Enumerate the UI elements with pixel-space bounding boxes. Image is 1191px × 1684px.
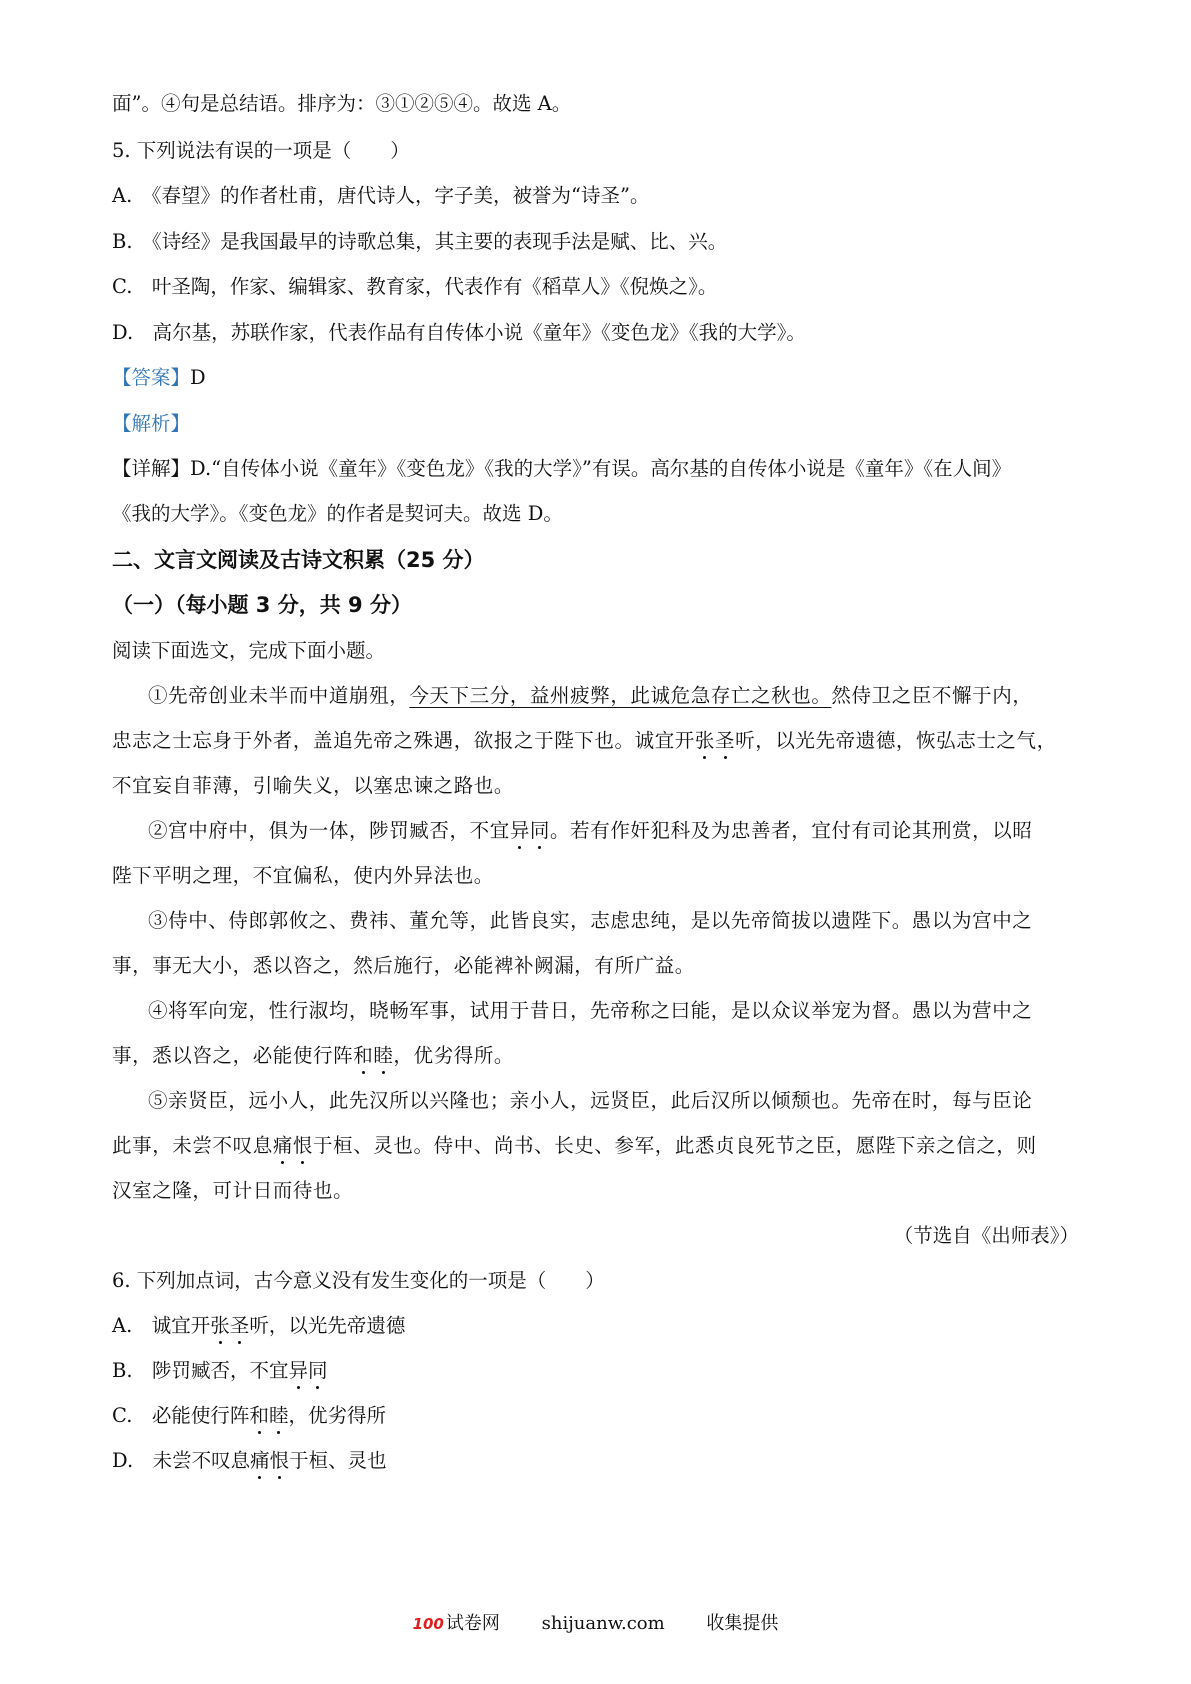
question-5-option-c: C. 叶圣陶，作家、编辑家、教育家，代表作有《稻草人》《倪焕之》。: [112, 275, 718, 298]
passage-p2-line1: ②宫中府中，俱为一体，陟罚臧否，不宜异同。若有作奸犯科及为忠善者，宜付有司论其刑赏，以昭: [148, 816, 1032, 846]
question-6-option-c: C. 必能使行阵和睦，优劣得所: [112, 1401, 386, 1431]
dotted-char: 和: [353, 1041, 373, 1071]
dotted-char: 睦: [269, 1401, 289, 1431]
section-2-subtitle: （一）（每小题 3 分，共 9 分）: [112, 593, 412, 617]
answer-line: [112, 363, 206, 393]
question-6-stem: 6. 下列加点词，古今意义没有发生变化的一项是（ ）: [112, 1269, 605, 1292]
answer-tag: 【答案】: [112, 366, 191, 389]
passage-p5-line1: ⑤亲贤臣，远小人，此先汉所以兴隆也；亲小人，远贤臣，此后汉所以倾颓也。先帝在时，每与臣论: [148, 1089, 1033, 1112]
underlined-sentence: 今天下三分，益州疲弊，此诚危急存亡之秋也。: [409, 684, 832, 707]
passage-p3-line2: 事，事无大小，悉以咨之，然后施行，必能裨补阙漏，有所广益。: [112, 954, 695, 977]
question-6-option-b: B. 陟罚臧否，不宜异同: [112, 1356, 328, 1386]
dotted-char: 圣: [230, 1311, 250, 1341]
dotted-char: 和: [249, 1401, 269, 1431]
dotted-char: 异: [289, 1356, 309, 1386]
site-logo: 100: [412, 1615, 444, 1633]
site-url-link[interactable]: shijuanw.com: [541, 1613, 665, 1634]
analysis-tag: 【解析】: [112, 412, 191, 435]
question-5-stem: 5. 下列说法有误的一项是（ ）: [112, 139, 410, 162]
dotted-char: 痛: [273, 1131, 293, 1161]
passage-p4-line1: ④将军向宠，性行淑均，晓畅军事，试用于昔日，先帝称之曰能，是以众议举宠为督。愚以为营中之: [148, 999, 1033, 1022]
answer-value: D: [190, 366, 206, 389]
detail-line-2: 《我的大学》。《变色龙》的作者是契诃夫。故选 D。: [112, 502, 563, 525]
passage-p1-line2: 忠志之士忘身于外者，盖追先帝之殊遇，欲报之于陛下也。诚宜开张圣听，以光先帝遗德，恢弘志士之气，: [112, 726, 1057, 756]
dotted-char: 张: [210, 1311, 230, 1341]
question-5-option-b: B. 《诗经》是我国最早的诗歌总集，其主要的表现手法是赋、比、兴。: [112, 230, 728, 253]
dotted-char: 睦: [373, 1041, 393, 1071]
question-6-option-a: A. 诚宜开张圣听，以光先帝遗德: [112, 1311, 405, 1341]
detail-line-1: 【详解】D.“自传体小说《童年》《变色龙》《我的大学》”有误。高尔基的自传体小说是《童年》《在人间》: [112, 457, 1012, 480]
page-footer: [0, 1610, 1191, 1638]
dotted-char: 圣: [715, 726, 735, 756]
prev-answer-continuation: 面”。④句是总结语。排序为：③①②⑤④。故选 A。: [112, 92, 572, 115]
question-5-option-d: D. 高尔基，苏联作家，代表作品有自传体小说《童年》《变色龙》《我的大学》。: [112, 321, 806, 344]
dotted-char: 同: [308, 1356, 328, 1386]
dotted-char: 张: [695, 726, 715, 756]
dotted-char: 恨: [293, 1131, 313, 1161]
question-5-option-a: A. 《春望》的作者杜甫，唐代诗人，字子美，被誉为“诗圣”。: [112, 184, 650, 207]
question-6-option-d: D. 未尝不叹息痛恨于桓、灵也: [112, 1446, 387, 1476]
passage-source: （节选自《出师表》）: [893, 1224, 1079, 1247]
dotted-char: 同: [530, 816, 550, 846]
dotted-char: 恨: [270, 1446, 290, 1476]
site-name: 试卷网: [445, 1613, 500, 1634]
passage-p5-line2: 此事，未尝不叹息痛恨于桓、灵也。侍中、尚书、长史、参军，此悉贞良死节之臣，愿陛下亲之信之，则: [112, 1131, 1037, 1161]
passage-p1-line1: ①先帝创业未半而中道崩殂，今天下三分，益州疲弊，此诚危急存亡之秋也。然侍卫之臣不懈于内，: [148, 684, 1033, 707]
section-2-title: 二、文言文阅读及古诗文积累（25 分）: [112, 548, 485, 572]
dotted-char: 异: [510, 816, 530, 846]
passage-p2-line2: 陛下平明之理，不宜偏私，使内外异法也。: [112, 864, 494, 887]
reading-instruction: 阅读下面选文，完成下面小题。: [112, 639, 386, 662]
footer-credit: 收集提供: [706, 1613, 779, 1634]
dotted-char: 痛: [250, 1446, 270, 1476]
passage-p5-line3: 汉室之隆，可计日而待也。: [112, 1179, 354, 1202]
passage-p1-line3: 不宜妄自菲薄，引喻失义，以塞忠谏之路也。: [112, 774, 515, 797]
passage-p4-line2: 事，悉以咨之，必能使行阵和睦，优劣得所。: [112, 1041, 514, 1071]
passage-p3-line1: ③侍中、侍郎郭攸之、费祎、董允等，此皆良实，志虑忠纯，是以先帝简拔以遗陛下。愚以为宫中之: [148, 909, 1033, 932]
